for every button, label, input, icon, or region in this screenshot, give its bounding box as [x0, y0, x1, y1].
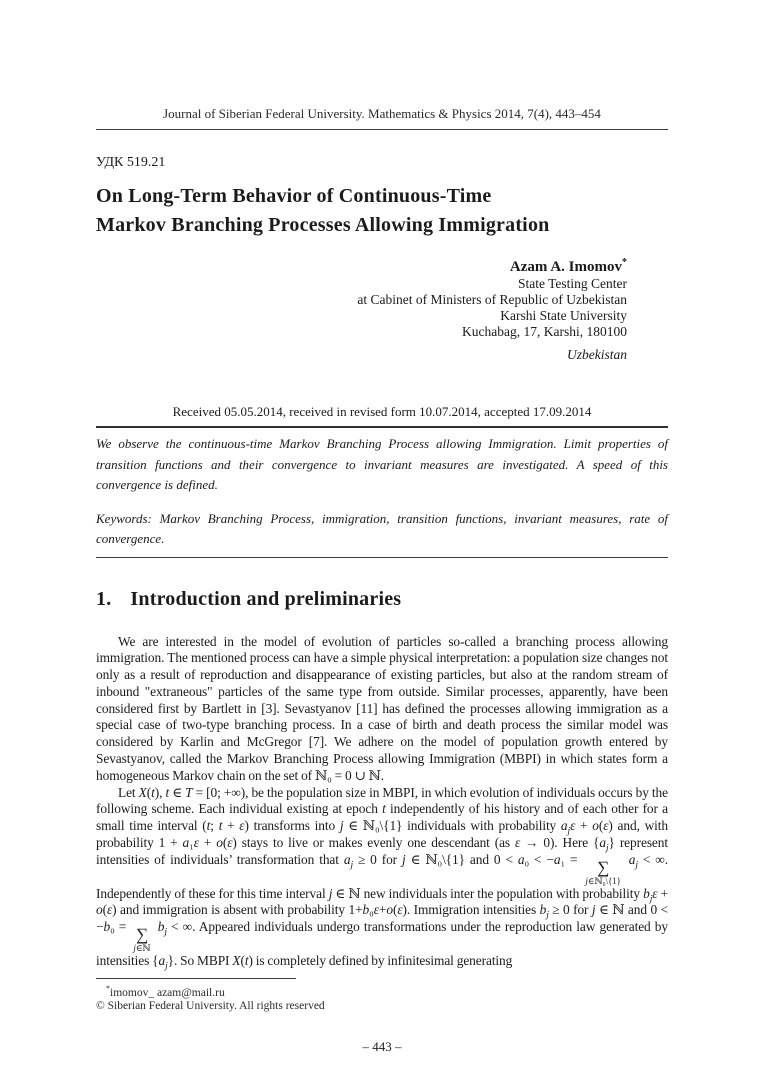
abstract-bottom-rule — [96, 557, 668, 558]
section-number: 1. — [96, 587, 112, 610]
footnote-mark: * — [106, 983, 110, 993]
paper-title — [96, 182, 668, 240]
author-affiliation: Kuchabag, 17, Karshi, 180100 — [462, 324, 627, 339]
footnote-email-line — [96, 982, 668, 1000]
paragraph-intro: We are interested in the model of evolution of particles so-called a branching process allowing immigration. The mentioned process can have a simple physical interpretation: a population size changes not only as a result of reproduction and disappearance of existing particles, but also at the random stream of inbound "extraneous" particles of the same type from outside. Similar processes, apparently, have been considered first by Bartlett in [3]. Sevastyanov [11] has defined the processes allowing immigration as a special case of two-type branching process. In a case of birth and death process the similar model was considered by Karlin and McGregor [7]. We adhere on the model of population growth entered by Sevastyanov, called the Markov Branching Process allowing Immigration (MBPI) in which states form a homogeneous Markov chain on the set of ℕ₀ = 0 ∪ ℕ. — [96, 633, 668, 783]
section-title: Introduction and preliminaries — [130, 587, 402, 610]
section-heading — [96, 588, 668, 611]
author-name-text: Azam A. Imomov — [509, 259, 622, 275]
received-dates-line: Received 05.05.2014, received in revised form 10.07.2014, accepted 17.09.2014 — [172, 404, 592, 419]
paper-title-line2: Markov Branching Processes Allowing Immigration — [96, 214, 550, 236]
keywords-text: Keywords: Markov Branching Process, immigration, transition functions, invariant measures, rate of convergence. — [96, 510, 668, 546]
footnote-area — [96, 978, 668, 1014]
author-affiliation: at Cabinet of Ministers of Republic of Uzbekistan — [357, 292, 627, 307]
header-rule — [96, 129, 668, 130]
udc-code: УДК 519.21 — [96, 155, 166, 170]
content-column — [96, 0, 668, 1055]
paper-title-line1: On Long-Term Behavior of Continuous-Time — [96, 185, 492, 207]
author-affiliation: Karshi State University — [500, 308, 627, 323]
author-name — [96, 257, 627, 276]
page-number: – 443 – — [362, 1039, 402, 1055]
paragraph-model-definition: Let X(t), t ∈ T = [0; +∞), be the population size in MBPI, in which evolution of individuals occurs by the following scheme. Each individual existing at epoch t independently of his history and of each other for a small time interval (t; t + ε) transforms into j ∈ ℕ₀\{1} individuals with probability $a_j\varepsilon + o(\varepsilon)$ and, with probability 1 + a₁ε + o(ε) stays to live or makes evenly one descendant (as ε → 0). Here $\{a_j\}$ represent intensities of individuals’ transformation that $a_j \ge 0$ for j ∈ ℕ₀\{1} and 0 < a₀ < −a₁ = ∑ j∈ℕ₀\{1} $a_j$ < ∞. Independently of these for this time interval j ∈ ℕ new individuals inter the population with probability $b_j\varepsilon + o(\varepsilon)$ and immigration is absent with probability 1+b₀ε+o(ε). Immigration intensities $b_j \ge 0$ for j ∈ ℕ and 0 < −b₀ = ∑ j∈ℕ $b_j$ < ∞. Appeared individuals undergo transformations under the reproduction law generated by intensities $\{a_j\}$. So MBPI X(t) is completely defined by infinitesimal generating — [96, 784, 669, 972]
footnote-email: imomov_ azam@mail.ru — [110, 986, 225, 999]
footnote-copyright: © Siberian Federal University. All rights reserved — [96, 999, 325, 1012]
author-footnote-mark: * — [622, 257, 627, 268]
footnote-rule — [96, 978, 296, 979]
abstract-text: We observe the continuous-time Markov Branching Process allowing Immigration. Limit properties of transition functions and their convergence to invariant measures are investigated. A speed of this convergence is defined. — [96, 436, 668, 492]
abstract-top-rule — [96, 426, 668, 428]
author-affiliation: State Testing Center — [517, 276, 627, 291]
author-block — [96, 257, 668, 363]
author-country: Uzbekistan — [567, 347, 627, 362]
journal-header: Journal of Siberian Federal University. Mathematics & Physics 2014, 7(4), 443–454 — [163, 106, 601, 121]
